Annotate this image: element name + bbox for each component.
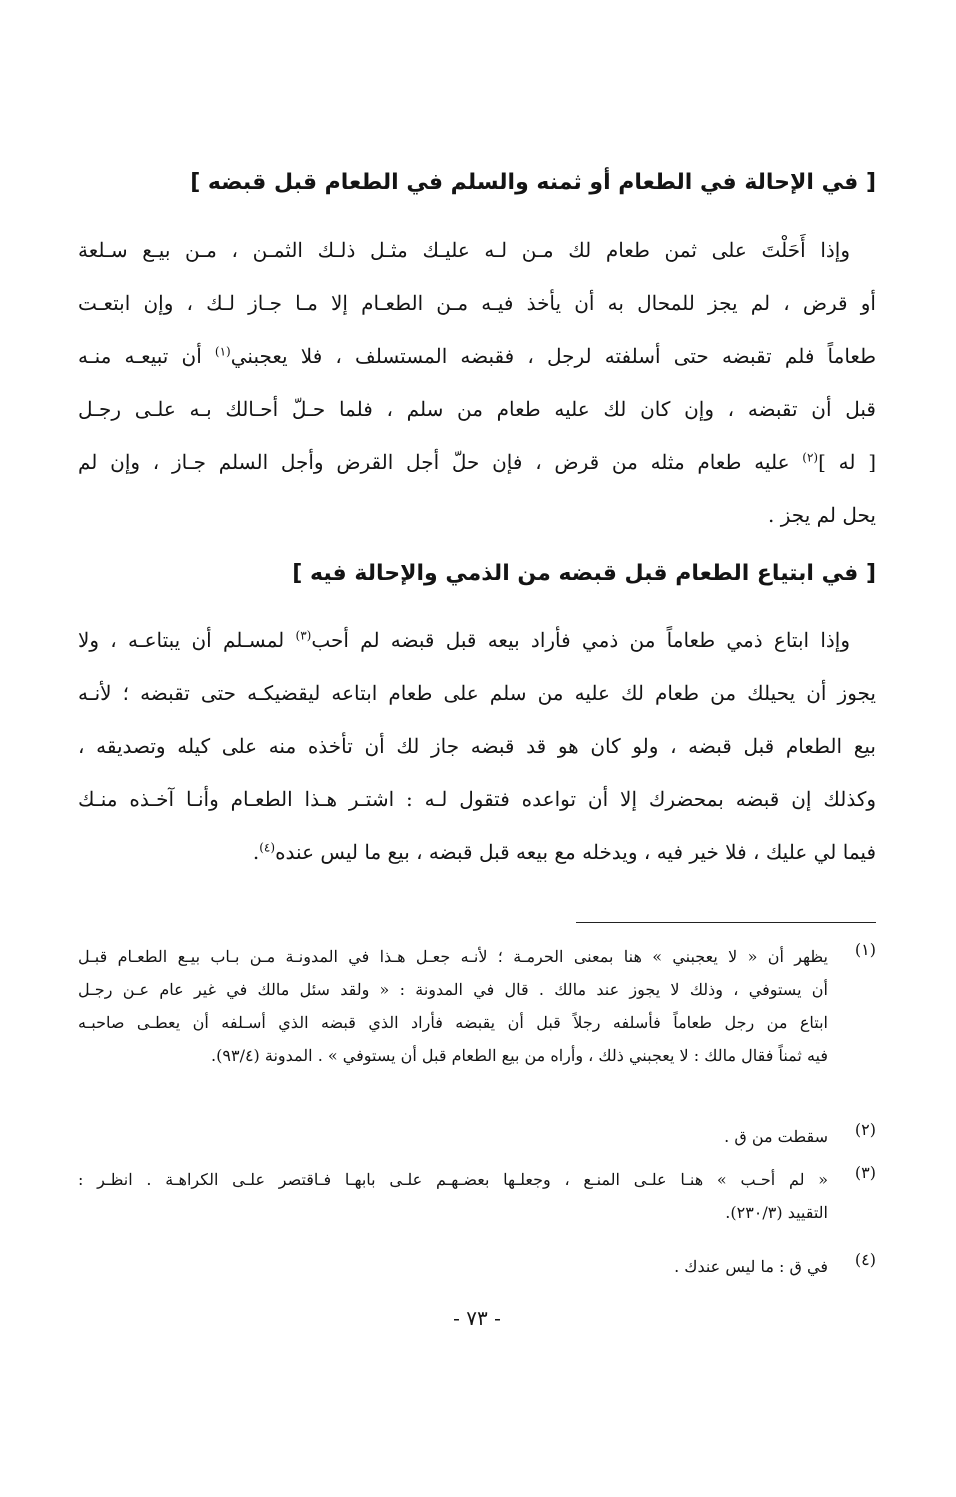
footnote-line: ابتاع من رجل طعاماً فأسلفه رجلاً قبل أن يقبضه فأراد الذي قبضه الذي أسـلفه أن يعطـى صاحبـه <box>78 1013 828 1032</box>
footnote-1 <box>78 940 876 1072</box>
footnote-body <box>78 1120 828 1153</box>
footnote-number: (٣) <box>854 1163 876 1182</box>
footnote-body <box>78 1250 828 1283</box>
text-line: وإذا أَحَلْتَ على ثمن طعام لك مـن لـه عليـك مثـل ذلـك الثمـن ، مـن بيـع سـلعة <box>78 238 850 262</box>
text-run: طعاماً فلم تقبضه حتى أسلفته لرجل ، فقبضه المستسلف ، فلا يعجبني <box>230 344 876 368</box>
text-line <box>78 826 876 879</box>
footnote-2 <box>78 1120 876 1153</box>
footnote-line: في ق : ما ليس عندك . <box>674 1257 828 1276</box>
paragraph-1 <box>78 224 876 542</box>
footnote-number: (٢) <box>854 1120 876 1139</box>
text-line: يجوز أن يحيلك من طعام لك عليه من سلم على طعام ابتاعه ليقضيكـه حتى تقبضه ؛ لأنـه <box>78 681 876 705</box>
footnote-3 <box>78 1163 876 1229</box>
footnote-line: التقييد (٢٣٠/٣). <box>725 1203 828 1222</box>
text-line: أو قرض ، لم يجز للمحال به أن يأخذ فيـه مـن الطعـام إلا مـا جـاز لـك ، وإن ابتعـت <box>78 291 876 315</box>
text-run: عليه طعام مثله من قرض ، فإن حلّ أجل القرض وأجل السلم جـاز ، وإن لم <box>78 450 790 474</box>
section-heading-1: [ في الإحالة في الطعام أو ثمنه والسلم في الطعام قبل قبضه ] <box>190 170 876 195</box>
footnote-ref-3[interactable]: (٣) <box>295 628 312 643</box>
text-run: أن تبيعـه منـه <box>78 344 202 368</box>
text-line: بيع الطعام قبل قبضه ، ولو كان هو قد قبضه جاز لك أن تأخذه منه على كيله وتصديقه ، <box>78 734 876 758</box>
footnote-line: سقطت من ق . <box>724 1127 828 1146</box>
document-page <box>78 0 876 1497</box>
footnote-line: « لم أحـب » هنـا علـى المنـع ، وجعلـها بعضـهـم علـى بابهـا فـاقتصر علـى الكراهـة . انظـر : <box>78 1170 828 1189</box>
footnote-number: (١) <box>854 940 876 959</box>
footnote-4 <box>78 1250 876 1283</box>
text-run: [ له ] <box>818 450 877 474</box>
section-heading-2: [ في ابتياع الطعام قبل قبضه من الذمي والإحالة فيه ] <box>292 561 876 586</box>
text-run: لمسـلم أن يبتاعـه ، ولا <box>78 628 285 652</box>
text-run: فيما لي عليك ، فلا خير فيه ، ويدخله مع بيعه قبل قبضه ، بيع ما ليس عنده <box>275 840 876 864</box>
text-line: وكذلك إن قبضه بمحضرك إلا أن تواعده فتقول لـه : اشتـر هـذا الطعـام وأنـا آخـذه منـك <box>78 787 876 811</box>
text-line <box>78 330 876 383</box>
footnote-body <box>78 940 828 1072</box>
text-line <box>78 436 876 489</box>
text-line: قبل أن تقبضه ، وإن كان لك عليه طعام من سلم ، فلما حـلّ أحـالك بـه علـى رجـل <box>78 397 876 421</box>
footnote-ref-2[interactable]: (٢) <box>802 450 819 465</box>
text-run: . <box>252 840 260 864</box>
text-line <box>78 614 876 667</box>
page-number: - ٧٣ - <box>453 1306 501 1330</box>
text-line: يحل لم يجز . <box>768 503 876 527</box>
footnote-ref-4[interactable]: (٤) <box>259 840 276 855</box>
footnote-separator <box>576 922 876 923</box>
footnote-number: (٤) <box>854 1250 876 1269</box>
footnote-line: يظهر أن « لا يعجبني » هنا بمعنى الحرمـة ؛ لأنـه جعـل هـذا في المدونـة مـن بـاب بيـع الطعـام قبـل <box>78 947 828 966</box>
footnote-line: أن يستوفي ، وذلك لا يجوز عند مالك . قال في المدونة : « ولقد سئل مالك في غير عام عـن رجـل <box>78 980 828 999</box>
text-run: وإذا ابتاع ذمي طعاماً من ذمي فأراد بيعه قبل قبضه لم أحب <box>311 628 850 652</box>
footnote-line: فيه ثمناً فقال مالك : لا يعجبني ذلك ، وأراه من بيع الطعام قبل أن يستوفي » . المدونة (٩٣/٤). <box>211 1046 828 1065</box>
footnote-ref-1[interactable]: (١) <box>214 344 231 359</box>
paragraph-2 <box>78 614 876 879</box>
footnote-body <box>78 1163 828 1229</box>
